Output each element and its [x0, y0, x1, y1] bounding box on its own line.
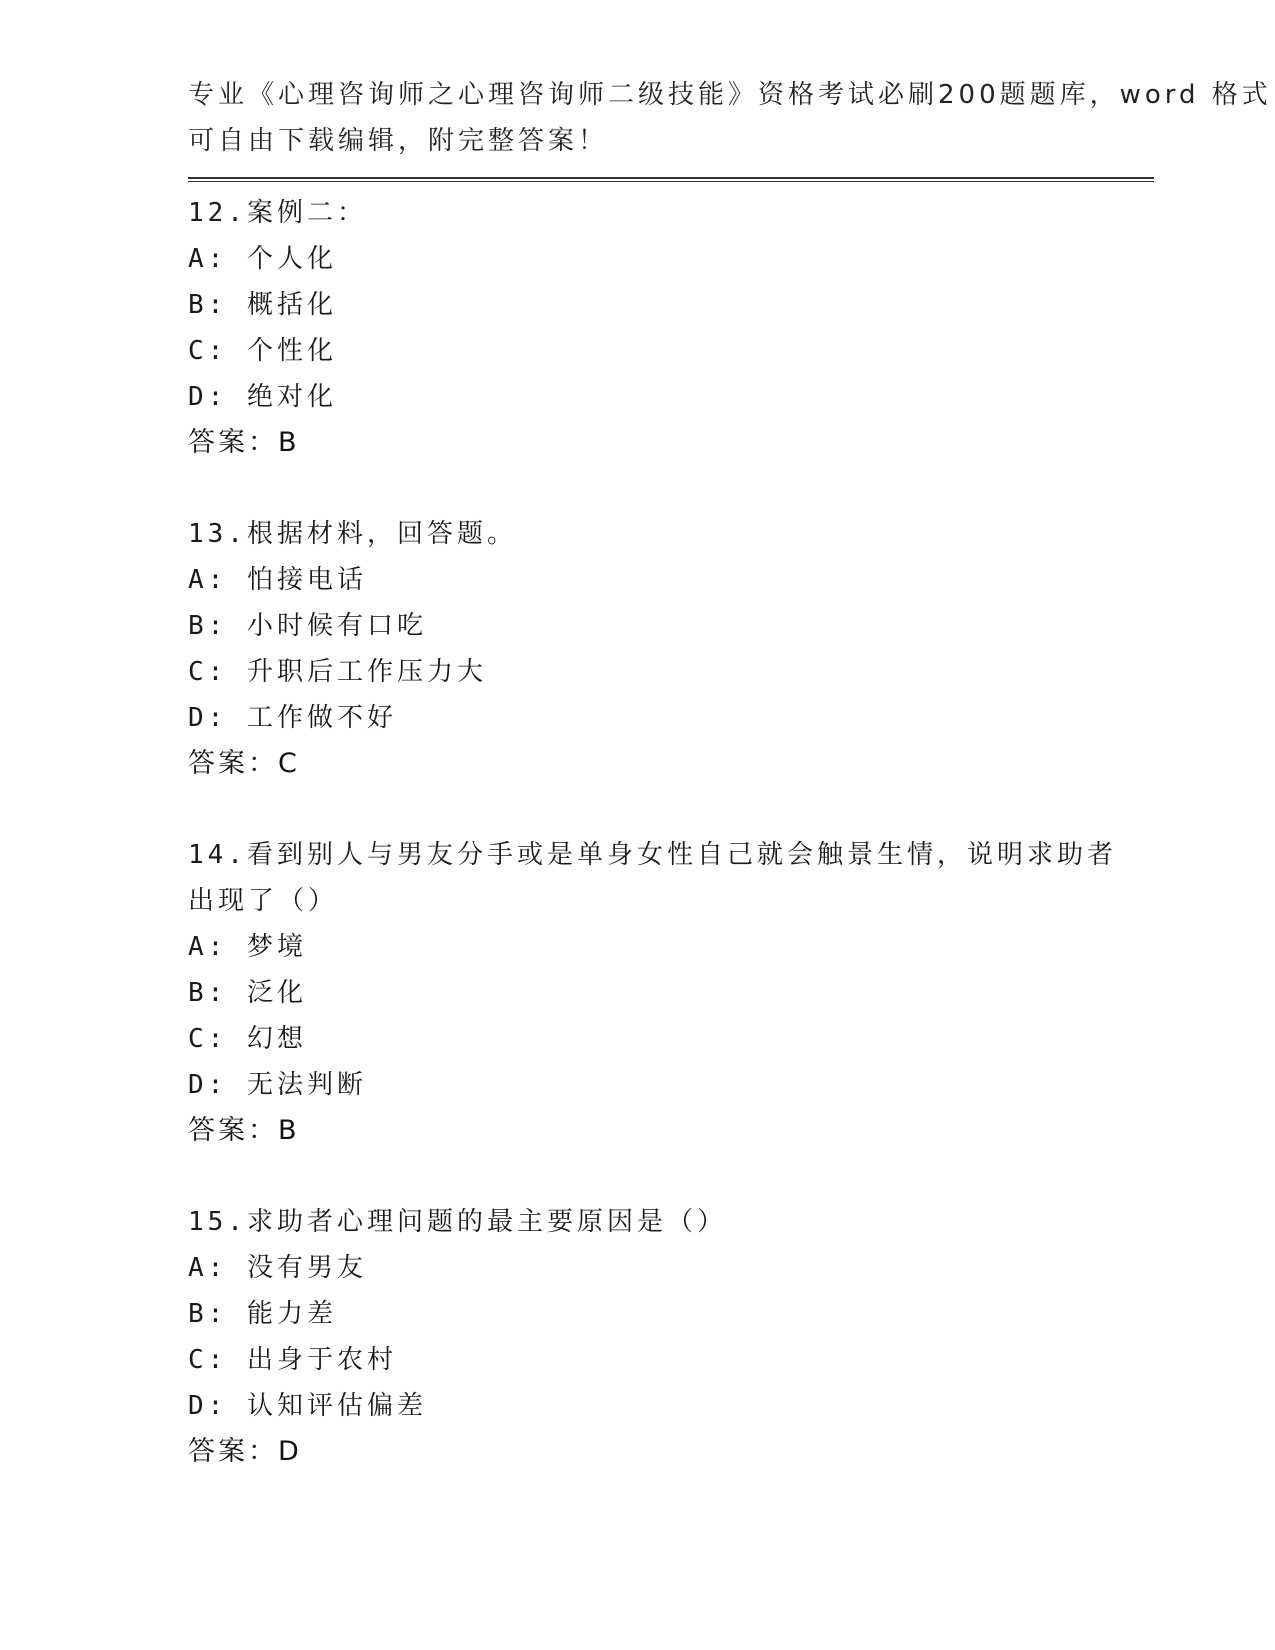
option-b: B: 概括化 — [188, 290, 337, 320]
question-list — [188, 190, 1117, 1520]
option-d: D: 认知评估偏差 — [188, 1391, 427, 1421]
answer-line: 答案：D — [188, 1436, 302, 1467]
question-14 — [188, 832, 1117, 1154]
option-d: D: 工作做不好 — [188, 703, 397, 733]
option-b: B: 泛化 — [188, 978, 307, 1008]
answer-line: 答案：B — [188, 427, 300, 458]
option-a: A: 没有男友 — [188, 1253, 367, 1283]
document-header — [188, 72, 1272, 164]
option-b: B: 小时候有口吃 — [188, 611, 427, 641]
option-c: C: 出身于农村 — [188, 1345, 397, 1375]
question-stem: 15.求助者心理问题的最主要原因是（） — [188, 1207, 727, 1237]
question-13 — [188, 511, 1088, 787]
option-a: A: 个人化 — [188, 244, 337, 274]
option-a: A: 梦境 — [188, 932, 307, 962]
answer-line: 答案：C — [188, 748, 300, 779]
option-c: C: 个性化 — [188, 336, 337, 366]
question-15 — [188, 1199, 1088, 1475]
option-c: C: 幻想 — [188, 1024, 307, 1054]
answer-line: 答案：B — [188, 1115, 300, 1146]
question-stem: 13.根据材料，回答题。 — [188, 519, 517, 549]
option-c: C: 升职后工作压力大 — [188, 657, 487, 687]
question-stem: 12.案例二： — [188, 198, 367, 228]
header-line-2: 可自由下载编辑，附完整答案！ — [188, 126, 609, 156]
header-line-1: 专业《心理咨询师之心理咨询师二级技能》资格考试必刷200题题库，word 格式 — [188, 80, 1272, 110]
option-d: D: 无法判断 — [188, 1070, 367, 1100]
option-d: D: 绝对化 — [188, 382, 337, 412]
option-b: B: 能力差 — [188, 1299, 337, 1329]
header-divider — [188, 177, 1154, 182]
option-a: A: 怕接电话 — [188, 565, 367, 595]
question-12 — [188, 190, 1088, 466]
question-stem: 14.看到别人与男友分手或是单身女性自己就会触景生情，说明求助者 — [188, 840, 1117, 870]
question-stem-continued: 出现了（） — [188, 886, 339, 916]
